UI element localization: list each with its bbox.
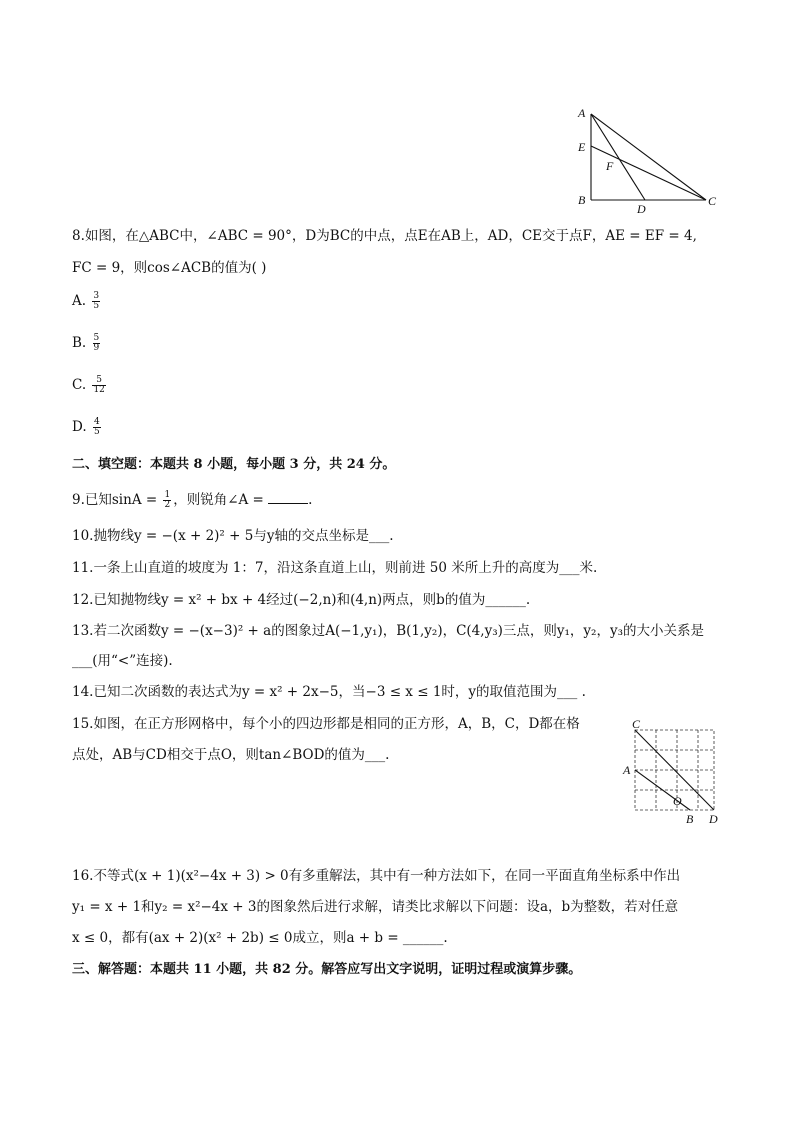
grid-label-a: A xyxy=(623,763,631,777)
grid-label-c: C xyxy=(632,717,641,731)
q9-answer-blank[interactable] xyxy=(268,490,308,504)
option-label: D. xyxy=(72,419,87,435)
q8-line1: 8.如图，在△ABC中，∠ABC = 90°，D为BC的中点，点E在AB上，AD，CE交于点F，AE = EF = 4, xyxy=(72,228,697,244)
option-label: C. xyxy=(72,377,87,393)
segment-ad xyxy=(591,114,645,200)
q11: 11.一条上山直道的坡度为 1：7，沿这条直道上山，则前进 50 米所上升的高度为___米. xyxy=(72,560,598,576)
segment-cd-grid xyxy=(635,730,714,810)
label-b: B xyxy=(578,193,586,207)
triangle-lines xyxy=(591,114,706,200)
label-d: D xyxy=(637,202,646,216)
q14: 14.已知二次函数的表达式为y = x² + 2x−5，当−3 ≤ x ≤ 1时，y的取值范围为___ . xyxy=(72,684,586,700)
section-3-header: 三、解答题：本题共 11 小题，共 82 分。解答应写出文字说明，证明过程或演算步骤。 xyxy=(72,962,582,977)
option-label: B. xyxy=(72,335,87,351)
q15-line1: 15.如图，在正方形网格中，每个小的四边形都是相同的正方形，A，B，C，D都在格 xyxy=(72,716,580,732)
option-label: A. xyxy=(72,293,87,309)
label-f: F xyxy=(606,159,614,173)
q13-line1: 13.若二次函数y = −(x−3)² + a的图象过A(−1,y₁)，B(1,y₂)，C(4,y₃)三点，则y₁，y₂，y₃的大小关系是 xyxy=(72,623,704,639)
option-fraction: $\frac{5}{12}$ xyxy=(93,375,105,395)
q8-option-d[interactable] xyxy=(72,418,103,437)
grid-figure xyxy=(635,730,714,810)
grid-label-b: B xyxy=(686,812,694,826)
q8-line2: FC = 9，则cos∠ACB的值为( ) xyxy=(72,260,267,276)
q10: 10.抛物线y = −(x + 2)² + 5与y轴的交点坐标是___. xyxy=(72,528,394,544)
grid-border xyxy=(635,730,714,810)
side-ac xyxy=(591,114,706,200)
option-fraction: $\frac{5}{9}$ xyxy=(93,333,100,353)
q8-option-b[interactable] xyxy=(72,334,102,353)
q16-line3: x ≤ 0，都有(ax + 2)(x² + 2b) ≤ 0成立，则a + b = ______. xyxy=(72,930,448,946)
segment-ec xyxy=(591,146,706,200)
label-c: C xyxy=(708,194,717,208)
q8-option-c[interactable] xyxy=(72,376,108,395)
option-fraction: $\frac{3}{5}$ xyxy=(93,291,100,311)
grid-label-o: O xyxy=(673,794,682,808)
q16-line2: y₁ = x + 1和y₂ = x²−4x + 3的图象然后进行求解，请类比求解以下问题：设a，b为整数，若对任意 xyxy=(72,899,679,915)
grid-dashed-lines xyxy=(635,730,714,810)
grid-label-d: D xyxy=(709,812,718,826)
q8-option-a[interactable] xyxy=(72,292,102,311)
q9: 9.已知sinA = $\frac{1}{2}$ ，则锐角∠A = . xyxy=(72,490,313,510)
label-a: A xyxy=(578,106,586,120)
option-fraction: $\frac{4}{5}$ xyxy=(93,417,100,437)
segment-ab-grid xyxy=(635,770,690,810)
section-2-header: 二、填空题：本题共 8 小题，每小题 3 分，共 24 分。 xyxy=(72,457,396,472)
label-e: E xyxy=(578,140,586,154)
q15-line2: 点处，AB与CD相交于点O，则tan∠BOD的值为___. xyxy=(72,747,390,763)
q13-line2: ___(用“<”连接). xyxy=(72,653,173,669)
q12: 12.已知抛物线y = x² + bx + 4经过(−2,n)和(4,n)两点，则b的值为______. xyxy=(72,592,531,608)
q16-line1: 16.不等式(x + 1)(x²−4x + 3) > 0有多重解法，其中有一种方法如下，在同一平面直角坐标系中作出 xyxy=(72,868,681,884)
